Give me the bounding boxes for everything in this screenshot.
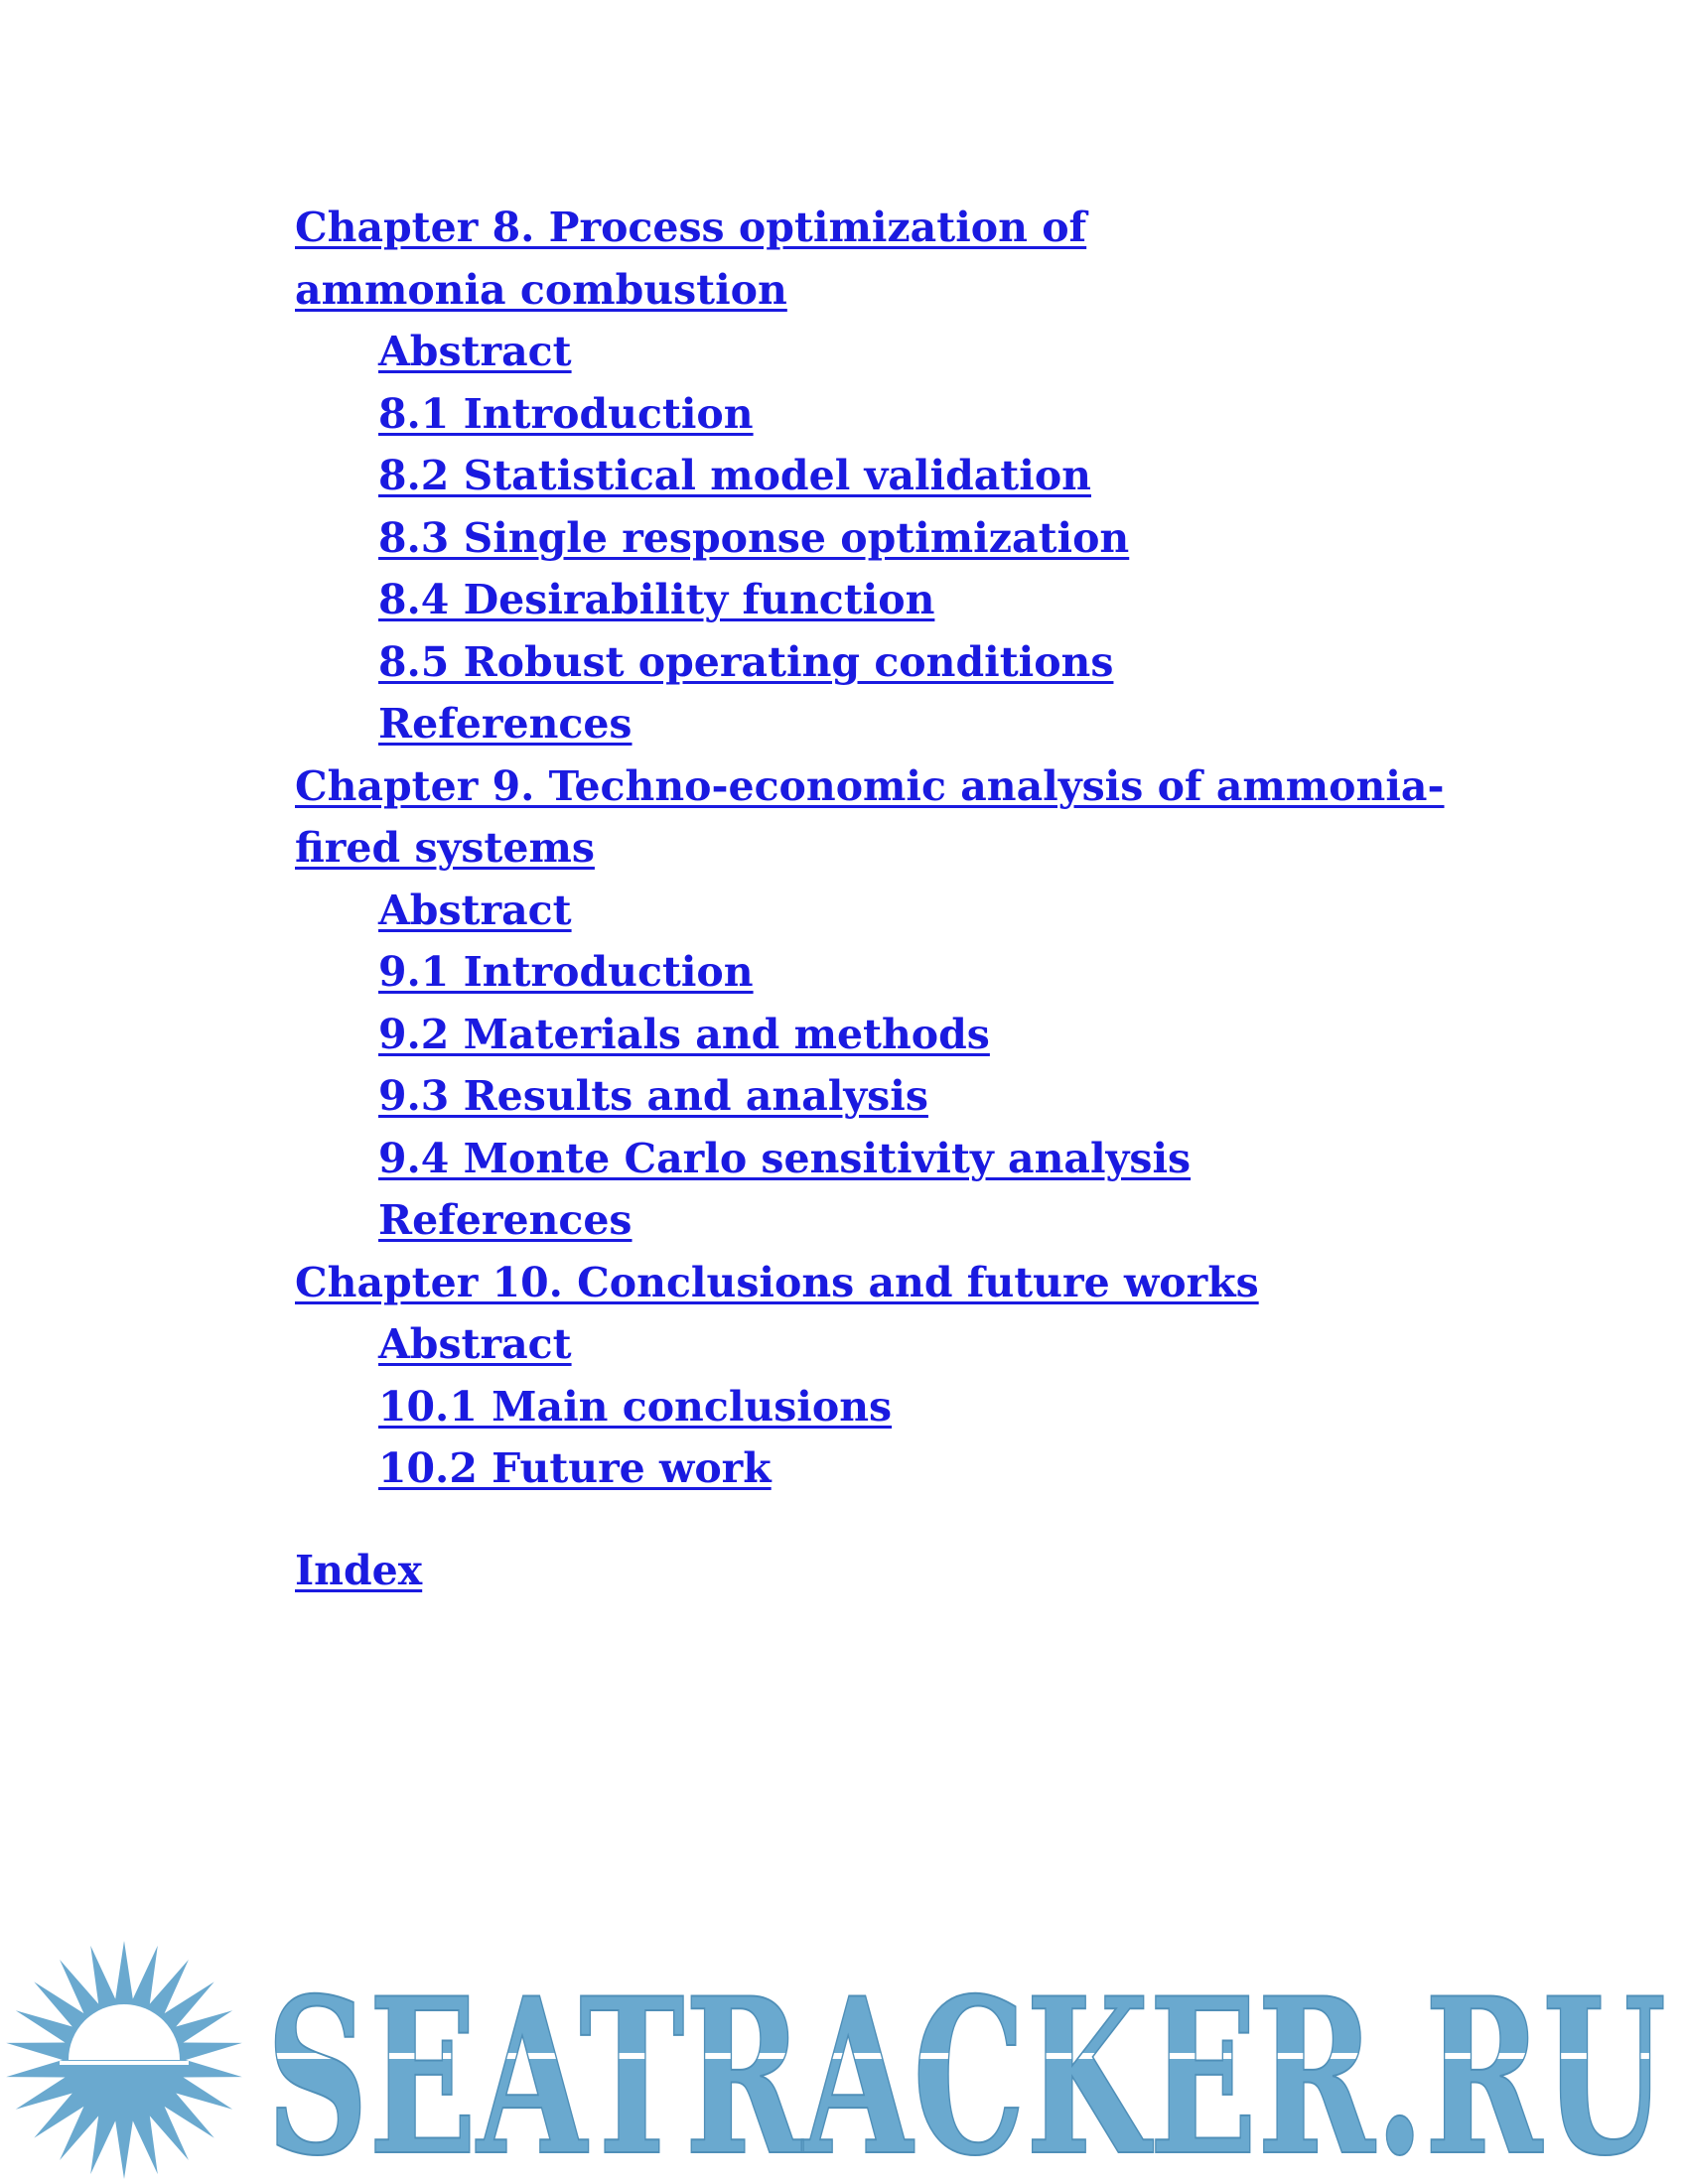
toc-ch10-abstract[interactable]: Abstract [378,1320,572,1368]
toc-ch9-references[interactable]: References [378,1196,633,1244]
toc-ch9-materials-and-methods[interactable]: 9.2 Materials and methods [378,1010,990,1058]
toc-ch9-results-and-analysis[interactable]: 9.3 Results and analysis [378,1072,928,1120]
toc-ch9-monte-carlo-sensitivity-analysis[interactable]: 9.4 Monte Carlo sensitivity analysis [378,1134,1192,1182]
toc-ch9-introduction[interactable]: 9.1 Introduction [378,948,754,996]
toc-ch8-single-response-optimization[interactable]: 8.3 Single response optimization [378,513,1130,562]
toc-chapter-9[interactable]: Chapter 9. Techno-economic analysis of ammonia-fired systems [295,761,1445,872]
toc-ch8-statistical-model-validation[interactable]: 8.2 Statistical model validation [378,452,1091,499]
toc-index[interactable]: Index [295,1546,423,1594]
watermark-text: SEATRACKER.RU [266,1951,1666,2184]
toc-ch8-robust-operating-conditions[interactable]: 8.5 Robust operating conditions [378,637,1114,686]
toc-chapter-10[interactable]: Chapter 10. Conclusions and future works [295,1258,1259,1306]
toc-ch9-abstract[interactable]: Abstract [378,886,572,934]
toc-ch8-introduction[interactable]: 8.1 Introduction [378,389,754,438]
watermark [0,1936,1688,2184]
toc-ch10-main-conclusions[interactable]: 10.1 Main conclusions [378,1382,893,1431]
toc-ch8-abstract[interactable]: Abstract [378,328,572,375]
toc-ch8-references[interactable]: References [378,700,633,748]
toc-ch8-desirability-function[interactable]: 8.4 Desirability function [378,576,935,623]
table-of-contents [295,197,1586,1601]
sun-icon [6,1941,242,2179]
toc-chapter-8[interactable]: Chapter 8. Process optimization of ammonia combustion [295,204,1087,314]
toc-ch10-future-work[interactable]: 10.2 Future work [378,1444,772,1492]
